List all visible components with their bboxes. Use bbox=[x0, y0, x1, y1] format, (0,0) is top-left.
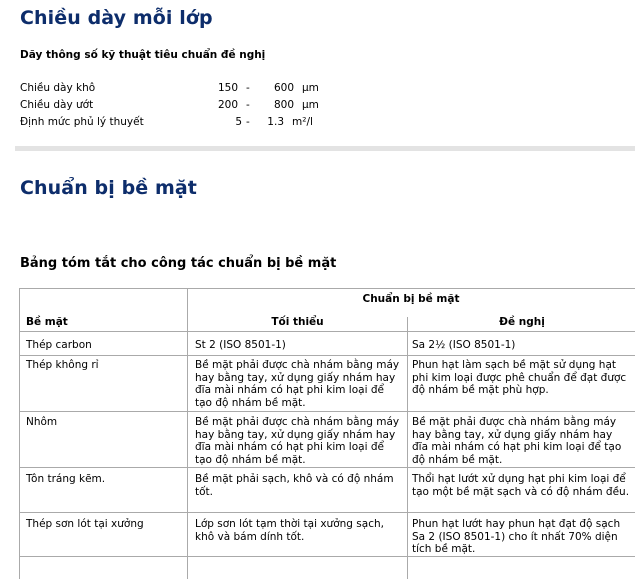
row-divider bbox=[20, 331, 635, 332]
surface-prep-table bbox=[19, 288, 635, 579]
cell-rec: Phun hạt làm sạch bề mặt sử dụng hạt phi kim loại được phê chuẩn để đạt được độ nhám bề mặt phù hợp. bbox=[412, 359, 627, 396]
spec-row-wet bbox=[20, 98, 350, 112]
row-divider bbox=[20, 556, 635, 557]
col-header-min: Tối thiểu bbox=[271, 316, 324, 328]
cell-surface: Nhôm bbox=[26, 416, 58, 428]
cell-surface: Thép carbon bbox=[26, 339, 92, 351]
group-header: Chuẩn bị bề mặt bbox=[362, 293, 460, 305]
spec-sep: - bbox=[246, 99, 250, 111]
cell-rec: Sa 2½ (ISO 8501-1) bbox=[412, 339, 516, 351]
spec-unit: µm bbox=[302, 99, 319, 111]
col-header-surface: Bề mặt bbox=[26, 316, 68, 328]
cell-surface: Thép không rỉ bbox=[26, 359, 99, 371]
cell-min: Bề mặt phải sạch, khô và có độ nhám tốt. bbox=[195, 473, 394, 498]
spec-max: 600 bbox=[273, 82, 294, 94]
spec-max: 800 bbox=[273, 99, 294, 111]
cell-min: Lớp sơn lót tạm thời tại xưởng sạch, khô và bám dính tốt. bbox=[195, 518, 384, 543]
spec-max: 1.3 bbox=[267, 116, 284, 128]
spec-label: Chiều dày khô bbox=[20, 82, 96, 94]
spec-min: 5 bbox=[235, 116, 242, 128]
section-title-surface-prep: Chuẩn bị bề mặt bbox=[20, 177, 197, 199]
row-divider bbox=[20, 411, 635, 412]
column-divider bbox=[187, 289, 188, 579]
cell-rec: Thổi hạt lướt xử dụng hạt phi kim loại để tạo một bề mặt sạch và có độ nhám đều. bbox=[412, 473, 630, 498]
spec-subtitle: Dãy thông số kỹ thuật tiêu chuẩn đề nghị bbox=[20, 49, 266, 61]
column-divider bbox=[407, 317, 408, 579]
spec-sep: - bbox=[246, 82, 250, 94]
cell-surface: Tôn tráng kẽm. bbox=[26, 473, 106, 485]
row-divider bbox=[20, 512, 635, 513]
spec-sep: - bbox=[246, 116, 250, 128]
section-divider bbox=[15, 146, 635, 151]
spec-unit: m²/l bbox=[292, 116, 313, 128]
row-divider bbox=[20, 467, 635, 468]
section-title-thickness: Chiều dày mỗi lớp bbox=[20, 7, 213, 29]
cell-min: Bề mặt phải được chà nhám bằng máy hay bằng tay, xử dụng giấy nhám hay đĩa mài nhám có hạt phi kim loại để tạo độ nhám bề mặt. bbox=[195, 359, 400, 409]
spec-min: 150 bbox=[217, 82, 238, 94]
spec-row-coverage bbox=[20, 115, 350, 129]
cell-rec: Phun hạt lướt hay phun hạt đạt độ sạch Sa 2 (ISO 8501-1) cho ít nhất 70% diện tích bề mặt. bbox=[412, 518, 621, 555]
spec-label: Chiều dày ướt bbox=[20, 99, 94, 111]
cell-surface: Thép sơn lót tại xưởng bbox=[26, 518, 144, 530]
cell-min: Bề mặt phải được chà nhám bằng máy hay bằng tay, xử dụng giấy nhám hay đĩa mài nhám có hạt phi kim loại để tạo độ nhám bề mặt. bbox=[195, 416, 400, 466]
col-header-rec: Đề nghị bbox=[499, 316, 545, 328]
table-title: Bảng tóm tắt cho công tác chuẩn bị bề mặt bbox=[20, 256, 337, 271]
row-divider bbox=[20, 355, 635, 356]
spec-unit: µm bbox=[302, 82, 319, 94]
cell-rec: Bề mặt phải được chà nhám bằng máy hay bằng tay, xử dụng giấy nhám hay đĩa mài nhám có hạt phi kim loại để tạo độ nhám bề mặt. bbox=[412, 416, 622, 466]
spec-min: 200 bbox=[217, 99, 238, 111]
spec-row-dry bbox=[20, 81, 350, 95]
cell-min: St 2 (ISO 8501-1) bbox=[195, 339, 286, 351]
spec-label: Định mức phủ lý thuyết bbox=[20, 116, 144, 128]
